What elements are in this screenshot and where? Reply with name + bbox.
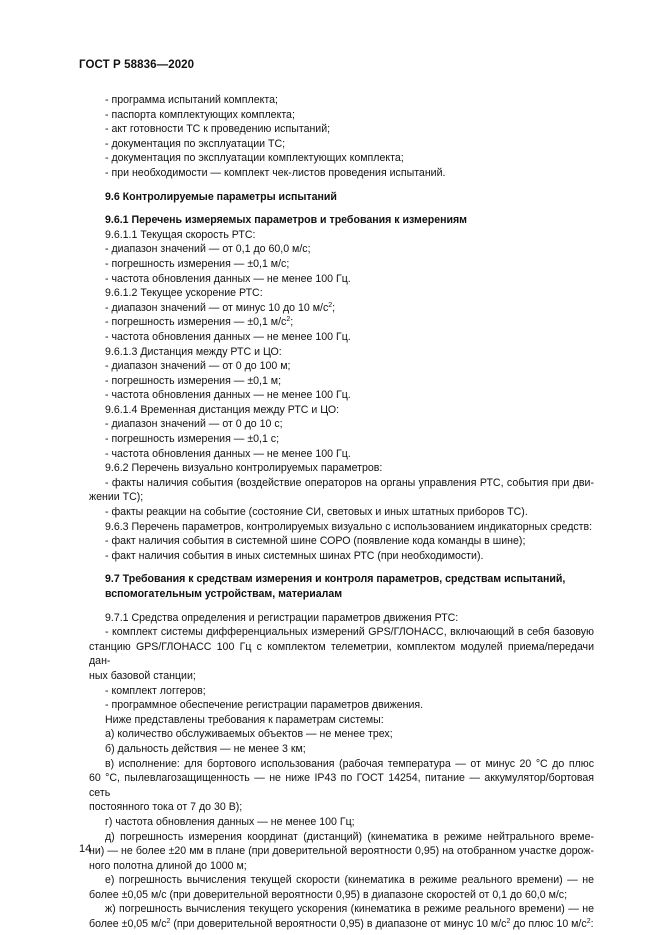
text-run: 9.6 Контролируемые параметры испытаний bbox=[105, 190, 337, 203]
text-run: - программа испытаний комплекта; bbox=[105, 94, 278, 106]
text-run: 9.6.1.4 Временная дистанция между РТС и ЦО: bbox=[105, 403, 340, 416]
paragraph-gap bbox=[89, 181, 594, 190]
text-run: - диапазон значений — от 0 до 10 с; bbox=[105, 418, 283, 431]
text-line bbox=[89, 859, 594, 874]
text-run: 9.6.2 Перечень визуально контролируемых параметров: bbox=[105, 462, 383, 475]
document-body bbox=[89, 93, 594, 932]
text-run: - факт наличия события в иных системных шинах РТС (при необходимости). bbox=[105, 549, 484, 562]
text-run: жении ТС); bbox=[89, 491, 144, 504]
text-run: 9.7 Требования к средствам измерения и контроля параметров, средствам испытаний, bbox=[105, 573, 566, 586]
text-run: ж) погрешность вычисления текущего ускорения (кинематика в режиме реального времени) — не bbox=[105, 903, 594, 916]
text-line bbox=[89, 757, 594, 772]
text-run: более ±0,05 м/с (при доверительной вероятности 0,95) в диапазоне скоростей от 0,1 до 60,0 м/с; bbox=[89, 888, 568, 901]
section-heading bbox=[89, 190, 594, 205]
text-run: - погрешность измерения — ±0,1 м/с bbox=[105, 316, 287, 329]
section-heading bbox=[89, 587, 594, 602]
text-line bbox=[89, 315, 594, 330]
text-run: ни) — не более ±20 мм в плане (при доверительной вероятности 0,95) на отобранном участке дорож- bbox=[89, 845, 594, 858]
text-run: - документация по эксплуатации ТС; bbox=[105, 137, 286, 150]
text-line bbox=[89, 625, 594, 640]
text-line bbox=[89, 301, 594, 316]
text-run: - диапазон значений — от 0,1 до 60,0 м/с; bbox=[105, 243, 311, 256]
text-line bbox=[89, 286, 594, 301]
text-run: 9.6.1 Перечень измеряемых параметров и требования к измерениям bbox=[105, 214, 468, 227]
text-line bbox=[89, 417, 594, 432]
text-line bbox=[89, 902, 594, 917]
text-run: 9.6.3 Перечень параметров, контролируемых визуально с использованием индикаторных средств: bbox=[105, 520, 593, 533]
text-run: - диапазон значений — от минус 10 до 10 м/с bbox=[105, 301, 329, 314]
text-line bbox=[89, 611, 594, 626]
text-line bbox=[89, 800, 594, 815]
text-run: - погрешность измерения — ±0,1 с; bbox=[105, 433, 280, 446]
text-line bbox=[89, 830, 594, 845]
text-line bbox=[89, 727, 594, 742]
text-line bbox=[89, 534, 594, 549]
text-line bbox=[89, 330, 594, 345]
page-number: 14 bbox=[79, 843, 92, 855]
text-run: - факты реакции на событие (состояние СИ, световых и иных штатных приборов ТС). bbox=[105, 506, 528, 519]
text-line bbox=[89, 272, 594, 287]
paragraph-gap bbox=[89, 563, 594, 572]
text-run: - частота обновления данных — не менее 100 Гц. bbox=[105, 447, 351, 460]
text-run: вспомогательным устройствам, материалам bbox=[105, 588, 343, 600]
text-run: - частота обновления данных — не менее 100 Гц. bbox=[105, 389, 351, 402]
text-line bbox=[89, 713, 594, 728]
text-run: более ±0,05 м/с bbox=[89, 918, 167, 931]
text-line bbox=[89, 698, 594, 713]
text-line bbox=[89, 549, 594, 564]
text-line bbox=[89, 374, 594, 389]
text-run: - факт наличия события в системной шине СОРО (появление кода команды в шине); bbox=[105, 535, 526, 548]
text-run: - частота обновления данных — не менее 100 Гц. bbox=[105, 272, 351, 285]
text-line bbox=[89, 257, 594, 272]
text-run: б) дальность действия — не менее 3 км; bbox=[105, 742, 306, 755]
paragraph-gap bbox=[89, 602, 594, 611]
text-run: - паспорта комплектующих комплекта; bbox=[105, 108, 295, 121]
text-run: - факты наличия события (воздействие операторов на органы управления РТС, события при дви- bbox=[105, 476, 594, 489]
text-run: ; bbox=[290, 316, 294, 329]
text-line bbox=[89, 122, 594, 137]
text-line bbox=[89, 108, 594, 123]
text-line bbox=[89, 684, 594, 699]
superscript: 2 bbox=[286, 316, 291, 324]
superscript: 2 bbox=[328, 301, 333, 309]
text-line bbox=[89, 505, 594, 520]
text-line bbox=[89, 93, 594, 108]
section-heading bbox=[89, 213, 594, 228]
text-line bbox=[89, 888, 594, 903]
text-run: 9.6.1.1 Текущая скорость РТС: bbox=[105, 228, 256, 241]
text-run: постоянного тока от 7 до 30 В); bbox=[89, 801, 243, 814]
text-run: - частота обновления данных — не менее 100 Гц. bbox=[105, 330, 351, 343]
text-run: ; bbox=[332, 301, 336, 314]
text-run: - диапазон значений — от 0 до 100 м; bbox=[105, 360, 291, 373]
text-line bbox=[89, 166, 594, 181]
text-line bbox=[89, 771, 594, 800]
text-line bbox=[89, 403, 594, 418]
text-run: ного полотна длиной до 1000 м; bbox=[89, 859, 247, 872]
text-run: 9.7.1 Средства определения и регистрации параметров движения РТС: bbox=[105, 611, 459, 624]
text-line bbox=[89, 669, 594, 684]
text-line bbox=[89, 137, 594, 152]
text-run: (при доверительной вероятности 0,95) в диапазоне от минус 10 м/с bbox=[170, 918, 507, 931]
text-line bbox=[89, 490, 594, 505]
text-run: г) частота обновления данных — не менее 100 Гц; bbox=[105, 815, 355, 828]
text-run: - погрешность измерения — ±0,1 м; bbox=[105, 374, 282, 387]
text-run: д) погрешность измерения координат (дистанций) (кинематика в режиме нейтрального време- bbox=[105, 830, 594, 843]
text-line bbox=[89, 815, 594, 830]
text-run: до плюс 10 м/с bbox=[510, 918, 587, 931]
text-line bbox=[89, 742, 594, 757]
document-header: ГОСТ Р 58836—2020 bbox=[79, 59, 195, 71]
section-heading bbox=[89, 572, 594, 587]
text-run: - программное обеспечение регистрации параметров движения. bbox=[105, 699, 424, 712]
text-line bbox=[89, 345, 594, 360]
text-run: е) погрешность вычисления текущей скорости (кинематика в режиме реального времени) — не bbox=[105, 874, 594, 887]
text-line bbox=[89, 461, 594, 476]
text-run: Ниже представлены требования к параметрам системы: bbox=[105, 713, 384, 726]
text-run: - акт готовности ТС к проведению испытаний; bbox=[105, 123, 331, 136]
text-line bbox=[89, 844, 594, 859]
text-run: - комплект системы дифференциальных измерений GPS/ГЛОНАСС, включающий в себя базовую bbox=[105, 626, 594, 639]
text-line bbox=[89, 228, 594, 243]
text-line bbox=[89, 476, 594, 491]
text-run: ных базовой станции; bbox=[89, 669, 196, 682]
text-run: станцию GPS/ГЛОНАСС 100 Гц с комплектом телеметрии, комплектом модулей приема/передачи дан- bbox=[89, 640, 594, 668]
text-line bbox=[89, 447, 594, 462]
text-line bbox=[89, 520, 594, 535]
superscript: 2 bbox=[166, 918, 171, 926]
text-line bbox=[89, 388, 594, 403]
text-line bbox=[89, 640, 594, 669]
text-run: 60 °C, пылевлагозащищенность — не ниже IP43 по ГОСТ 14254, питание — аккумулятор/бортовая сеть bbox=[89, 772, 594, 799]
paragraph-gap bbox=[89, 204, 594, 213]
text-run: 9.6.1.2 Текущее ускорение РТС: bbox=[105, 287, 263, 300]
text-line bbox=[89, 917, 594, 932]
text-line bbox=[89, 432, 594, 447]
superscript: 2 bbox=[586, 918, 591, 926]
text-line bbox=[89, 242, 594, 257]
text-line bbox=[89, 359, 594, 374]
text-line bbox=[89, 873, 594, 888]
text-run: - погрешность измерения — ±0,1 м/с; bbox=[105, 257, 290, 270]
text-line bbox=[89, 151, 594, 166]
text-run: 9.6.1.3 Дистанция между РТС и ЦО: bbox=[105, 345, 282, 358]
text-run: - при необходимости — комплект чек-листов проведения испытаний. bbox=[105, 166, 446, 179]
text-run: : bbox=[590, 918, 594, 931]
superscript: 2 bbox=[506, 918, 511, 926]
text-run: - документация по эксплуатации комплектующих комплекта; bbox=[105, 152, 404, 165]
text-run: - комплект логгеров; bbox=[105, 684, 206, 697]
text-run: в) исполнение: для бортового использования (рабочая температура — от минус 20 °C до плюс bbox=[105, 757, 594, 770]
text-run: а) количество обслуживаемых объектов — не менее трех; bbox=[105, 728, 393, 741]
